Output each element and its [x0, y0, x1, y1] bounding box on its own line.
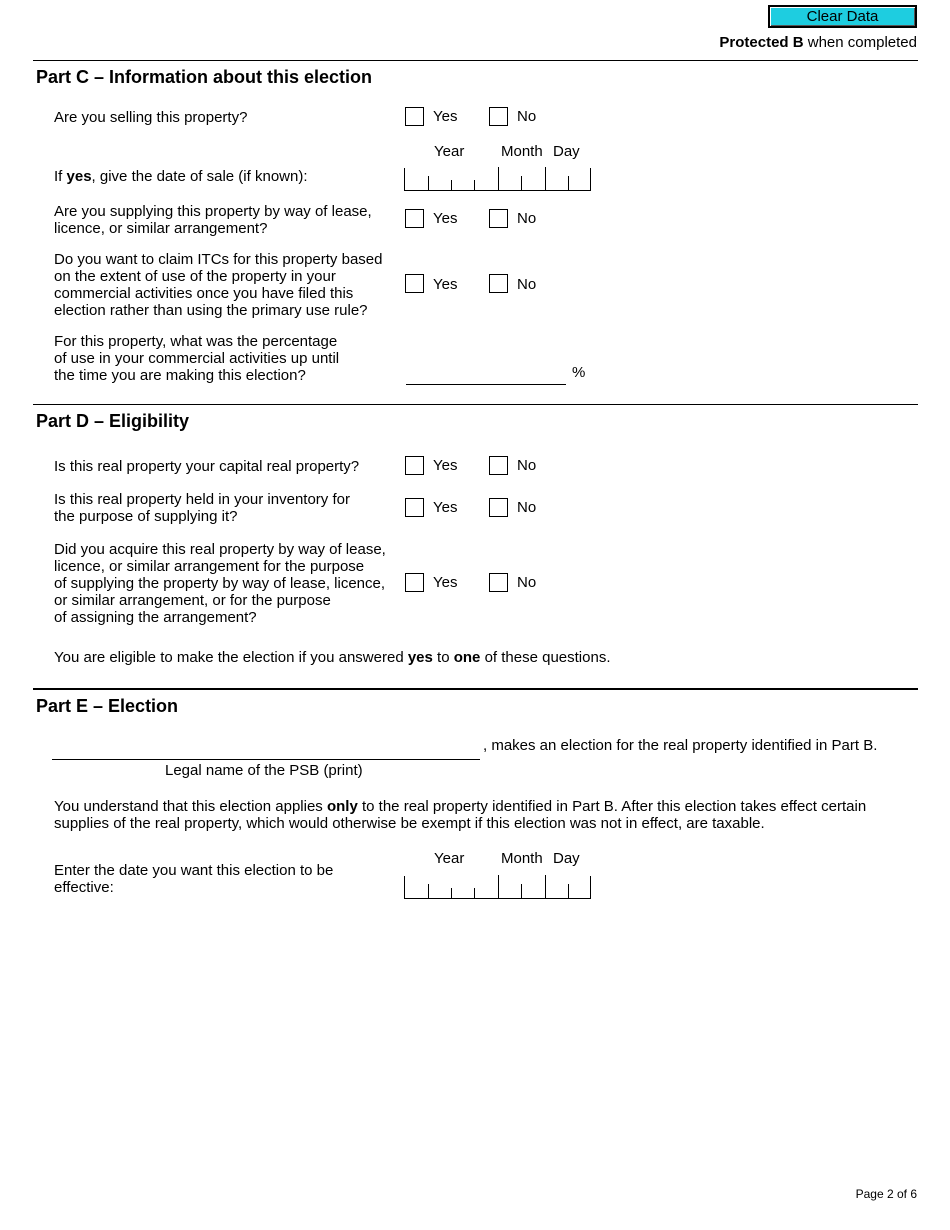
question-lease-line1: Are you supplying this property by way of lease,	[54, 203, 372, 220]
itc-yes-label: Yes	[433, 276, 458, 293]
itc-no-checkbox[interactable]	[489, 274, 508, 293]
question-itc-line2: on the extent of use of the property in your	[54, 268, 336, 285]
understand-post: to the real property identified in Part B. After this election takes effect certain	[357, 798, 867, 815]
question-itc-line3: commercial activities once you have filed this	[54, 285, 354, 302]
understand-pre: You understand that this election applies	[54, 798, 327, 815]
divider-part-d	[33, 404, 918, 405]
effective-date-month-label: Month	[501, 850, 543, 867]
question-acquire-line2: licence, or similar arrangement for the purpose	[54, 558, 365, 575]
sale-date-field[interactable]	[404, 168, 591, 191]
part-d-title: Part D – Eligibility	[36, 411, 190, 431]
question-inventory-line2: the purpose of supplying it?	[54, 508, 238, 525]
sale-date-post: , give the date of sale (if known):	[91, 168, 308, 185]
divider-part-c	[33, 60, 918, 61]
selling-no-checkbox[interactable]	[489, 107, 508, 126]
question-lease	[54, 203, 372, 237]
question-lease-line2: licence, or similar arrangement?	[54, 220, 268, 237]
selling-yes-label: Yes	[433, 108, 458, 125]
acquire-yes-label: Yes	[433, 574, 458, 591]
protected-b-bold: Protected B	[719, 34, 804, 51]
sale-date-day-label: Day	[553, 143, 580, 160]
sale-date-month-label: Month	[501, 143, 543, 160]
capital-yes-label: Yes	[433, 457, 458, 474]
question-itc-line4: election rather than using the primary use rule?	[54, 302, 368, 319]
question-itc	[54, 251, 382, 319]
percentage-input[interactable]	[406, 384, 566, 385]
question-acquire-line4: or similar arrangement, or for the purpose	[54, 592, 331, 609]
part-e-title: Part E – Election	[36, 696, 179, 716]
clear-data-button[interactable]: Clear Data	[768, 5, 917, 28]
eligible-mid: to	[432, 649, 454, 666]
question-pct-line1: For this property, what was the percentage	[54, 333, 338, 350]
question-capital: Is this real property your capital real property?	[54, 458, 360, 475]
election-understanding	[54, 798, 924, 832]
eligible-post: of these questions.	[480, 649, 611, 666]
protected-b-rest: when completed	[803, 34, 917, 51]
question-percentage	[54, 333, 339, 384]
inventory-yes-checkbox[interactable]	[405, 498, 424, 517]
legal-name-input[interactable]	[52, 759, 480, 760]
page-number: Page 2 of 6	[855, 1187, 917, 1201]
protected-b-notice	[719, 34, 917, 51]
lease-yes-checkbox[interactable]	[405, 209, 424, 228]
capital-yes-checkbox[interactable]	[405, 456, 424, 475]
effective-date-year-label: Year	[434, 850, 465, 867]
effective-date-day-label: Day	[553, 850, 580, 867]
inventory-no-checkbox[interactable]	[489, 498, 508, 517]
acquire-no-label: No	[517, 574, 537, 591]
question-sale-date	[54, 168, 308, 185]
eligibility-note	[54, 649, 611, 666]
inventory-yes-label: Yes	[433, 499, 458, 516]
question-inventory	[54, 491, 350, 525]
question-itc-line1: Do you want to claim ITCs for this property based	[54, 251, 383, 268]
question-pct-line2: of use in your commercial activities up until	[54, 350, 340, 367]
eligible-bold-one: one	[453, 649, 481, 666]
sale-date-pre: If	[54, 168, 67, 185]
capital-no-label: No	[517, 457, 537, 474]
question-acquire-line3: of supplying the property by way of lease, licence,	[54, 575, 386, 592]
question-inventory-line1: Is this real property held in your inventory for	[54, 491, 350, 508]
eligible-bold-yes: yes	[407, 649, 433, 666]
capital-no-checkbox[interactable]	[489, 456, 508, 475]
itc-no-label: No	[517, 276, 537, 293]
percent-symbol: %	[572, 364, 586, 381]
effective-date-field[interactable]	[404, 876, 591, 899]
lease-no-checkbox[interactable]	[489, 209, 508, 228]
question-acquire-line5: of assigning the arrangement?	[54, 609, 257, 626]
effective-line2: effective:	[54, 879, 114, 896]
effective-line1: Enter the date you want this election to be	[54, 862, 334, 879]
effective-date-question	[54, 862, 333, 896]
understand-line2: supplies of the real property, which would otherwise be exempt if this election was not in effect, are taxable.	[54, 815, 765, 832]
inventory-no-label: No	[517, 499, 537, 516]
understand-bold: only	[326, 798, 358, 815]
itc-yes-checkbox[interactable]	[405, 274, 424, 293]
eligible-pre: You are eligible to make the election if you answered	[54, 649, 408, 666]
question-acquire-line1: Did you acquire this real property by way of lease,	[54, 541, 386, 558]
selling-yes-checkbox[interactable]	[405, 107, 424, 126]
part-c-title: Part C – Information about this election	[36, 67, 373, 87]
question-selling: Are you selling this property?	[54, 109, 248, 126]
makes-election-text: , makes an election for the real property identified in Part B.	[483, 737, 878, 754]
acquire-no-checkbox[interactable]	[489, 573, 508, 592]
sale-date-bold: yes	[66, 168, 92, 185]
selling-no-label: No	[517, 108, 537, 125]
divider-part-e	[33, 688, 918, 690]
question-pct-line3: the time you are making this election?	[54, 367, 306, 384]
legal-name-label: Legal name of the PSB (print)	[165, 762, 363, 779]
lease-no-label: No	[517, 210, 537, 227]
lease-yes-label: Yes	[433, 210, 458, 227]
sale-date-year-label: Year	[434, 143, 465, 160]
question-acquire	[54, 541, 386, 626]
acquire-yes-checkbox[interactable]	[405, 573, 424, 592]
